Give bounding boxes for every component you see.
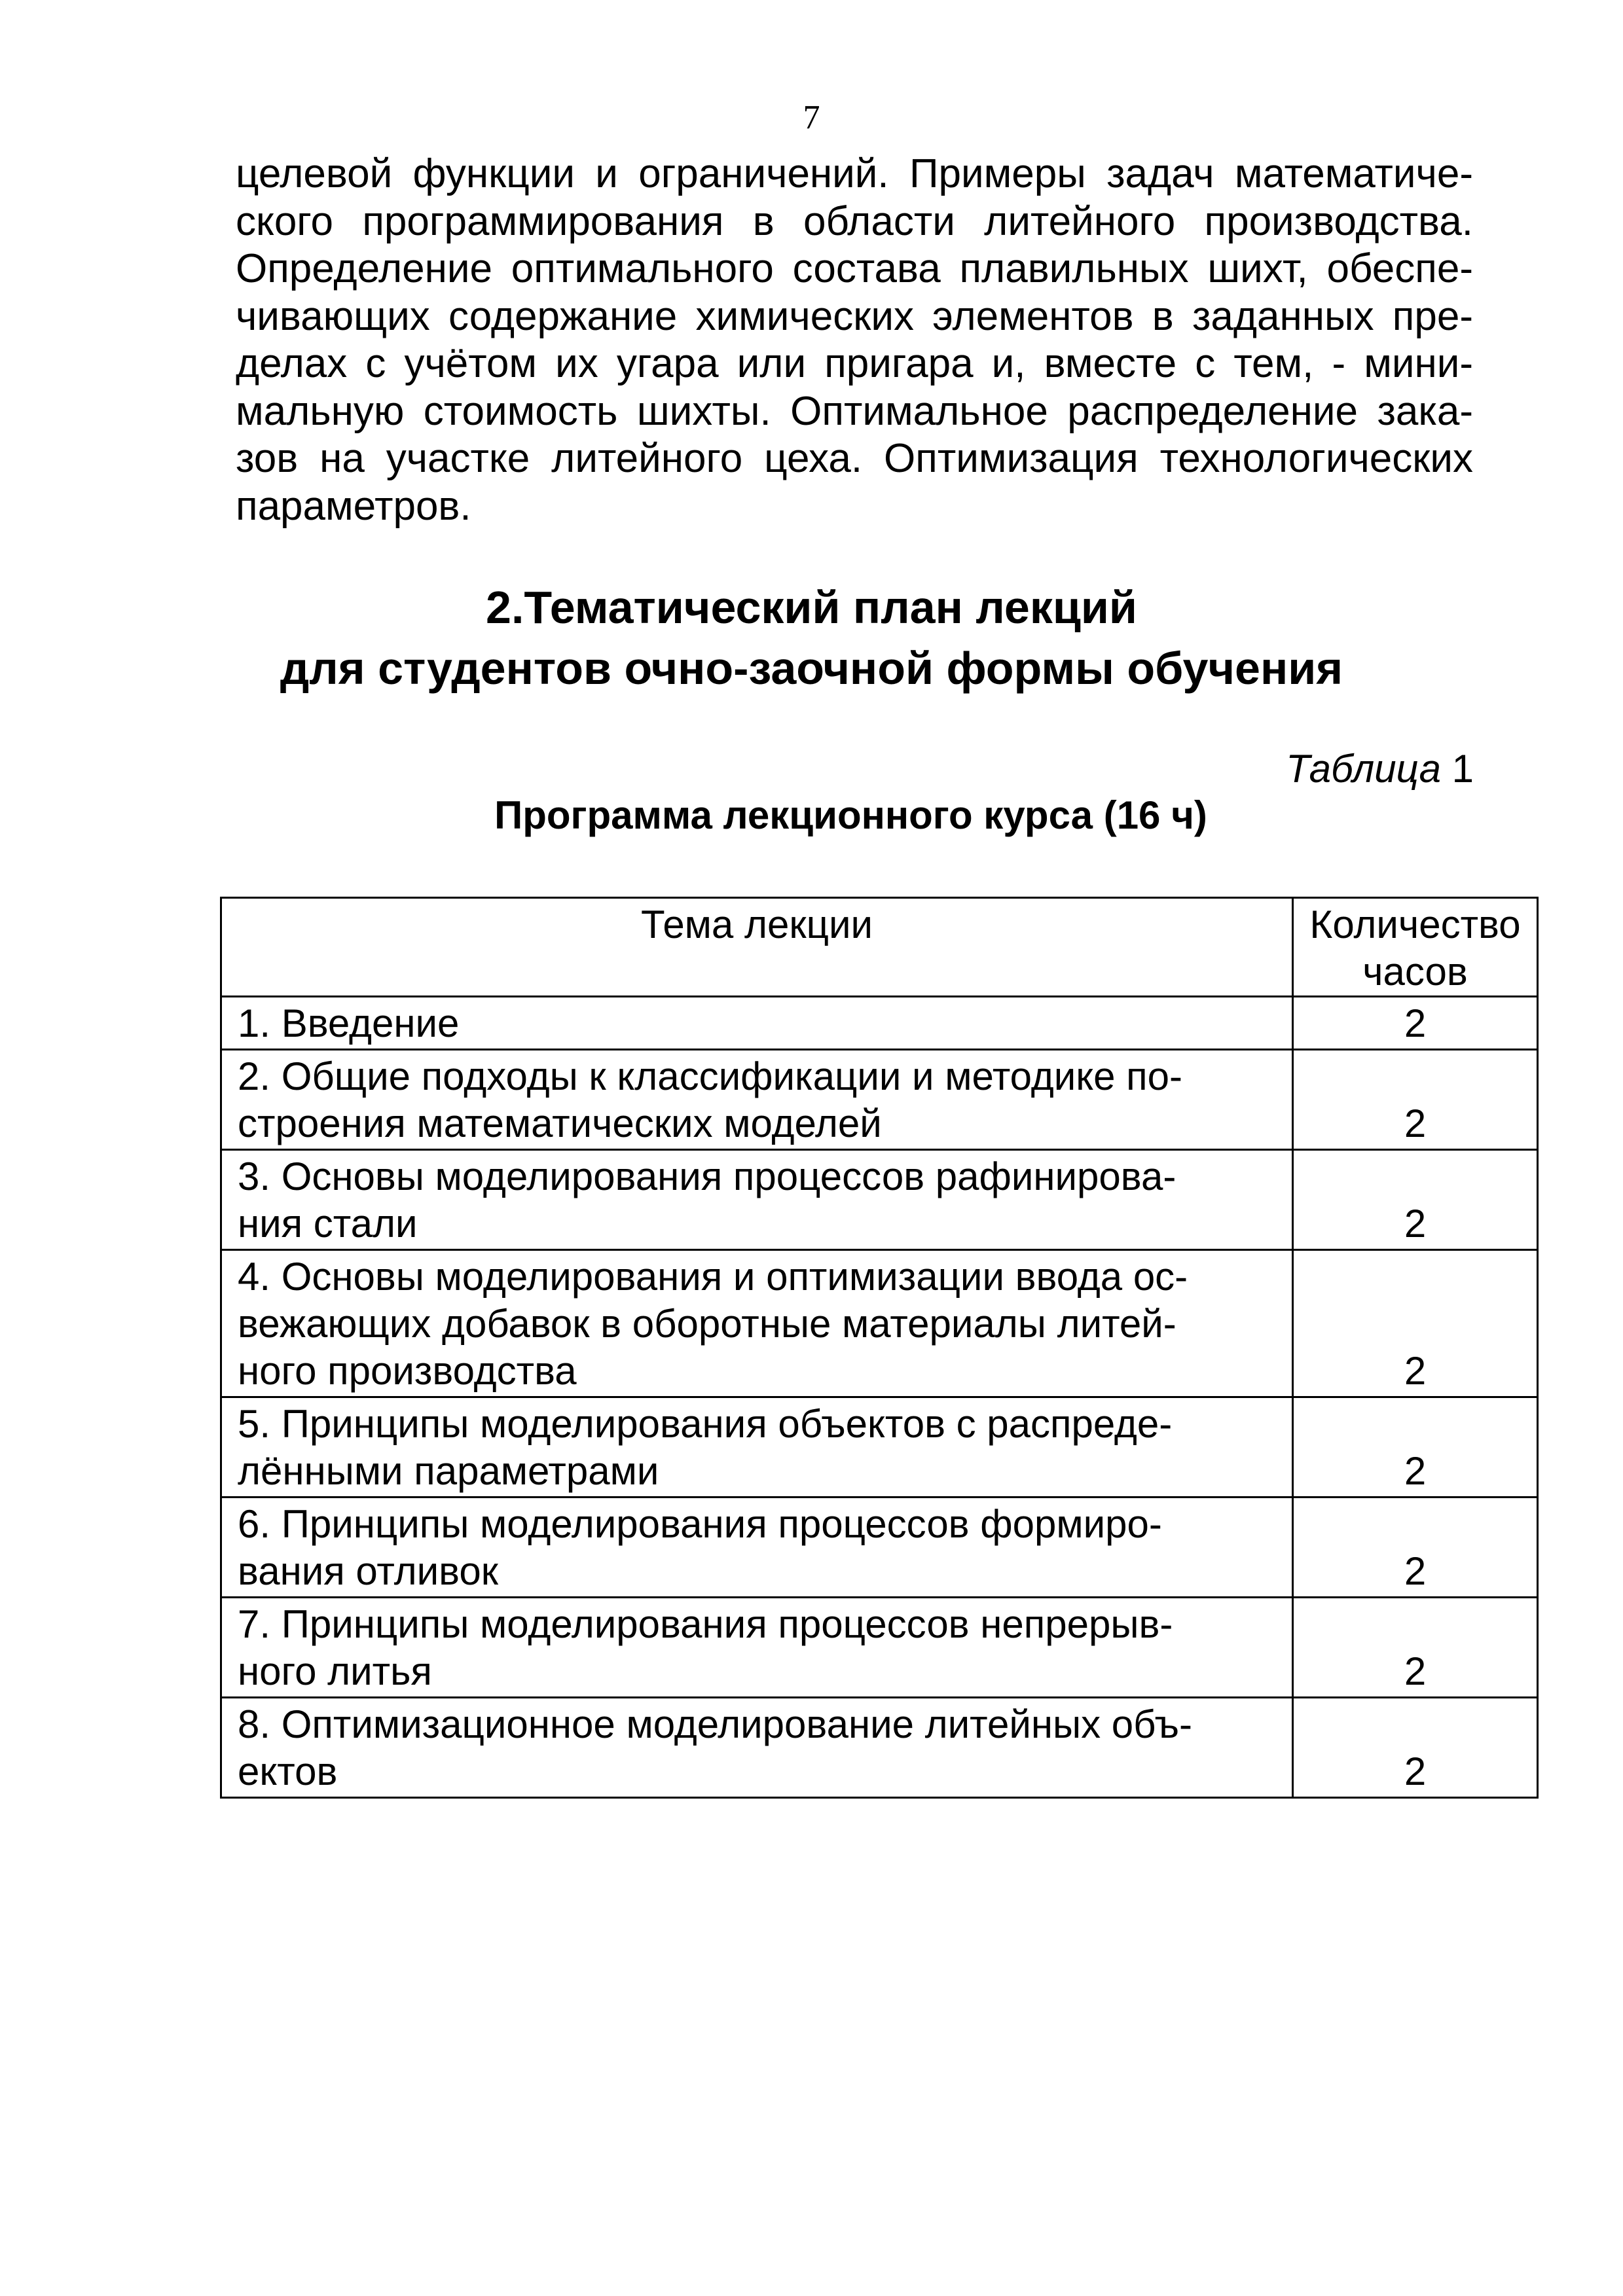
topic-line: 5. Принципы моделирования объектов с распреде- [238,1402,1173,1446]
table-row [221,1698,1538,1798]
section-heading-line-2: для студентов очно-заочной формы обучения [280,643,1343,694]
topic-line: 2. Общие подходы к классификации и методике по- [238,1054,1183,1098]
lecture-topic [221,1250,1293,1397]
topic-line: ного производства [238,1349,577,1393]
paragraph-line: Определение оптимального состава плавильных шихт, обеспе- [236,246,1473,291]
topic-line: 1. Введение [238,1001,460,1045]
paragraph-line: ского программирования в области литейного производства. [236,198,1473,244]
lecture-program-table [220,897,1539,1799]
lecture-hours: 2 [1293,997,1538,1050]
lecture-hours: 2 [1293,1397,1538,1498]
table-row [221,1498,1538,1598]
lecture-topic [221,1698,1293,1798]
topic-line: ния стали [238,1202,418,1246]
table-title: Программа лекционного курса (16 ч) [494,793,1207,837]
table-header-row [221,898,1538,997]
section-heading [0,577,1623,699]
topic-line: 7. Принципы моделирования процессов непрерыв- [238,1602,1173,1646]
topic-line: 4. Основы моделирования и оптимизации ввода ос- [238,1255,1188,1299]
topic-line: ного литья [238,1649,432,1693]
paragraph-line: делах с учётом их угара или пригара и, вместе с тем, - мини- [236,341,1473,386]
section-heading-line-1: 2.Тематический план лекций [486,582,1137,633]
table-label [1286,746,1474,792]
lecture-topic [221,1050,1293,1150]
table-label-number: 1 [1451,747,1474,791]
table-row [221,1250,1538,1397]
paragraph-line: зов на участке литейного цеха. Оптимизация технологических [236,436,1473,481]
topic-line: вания отливок [238,1549,498,1593]
paragraph-line: параметров. [236,483,471,529]
table-row [221,1050,1538,1150]
page-number: 7 [803,99,820,136]
lecture-hours: 2 [1293,1150,1538,1250]
topic-line: 6. Принципы моделирования процессов формиро- [238,1502,1162,1546]
table-row [221,1598,1538,1698]
table-row [221,1397,1538,1498]
table-row [221,1150,1538,1250]
topic-line: 3. Основы моделирования процессов рафинирова- [238,1155,1176,1198]
lecture-topic [221,997,1293,1050]
lecture-hours: 2 [1293,1698,1538,1798]
lecture-hours: 2 [1293,1498,1538,1598]
paragraph-line: чивающих содержание химических элементов в заданных пре- [236,293,1473,339]
topic-line: строения математических моделей [238,1102,882,1145]
topic-line: вежающих добавок в оборотные материалы литей- [238,1302,1176,1346]
lecture-topic [221,1498,1293,1598]
lecture-topic [221,1150,1293,1250]
paragraph-line: целевой функции и ограничений. Примеры задач математиче- [236,151,1473,196]
table-row [221,997,1538,1050]
paragraph-line: мальную стоимость шихты. Оптимальное распределение зака- [236,388,1473,434]
lecture-topic [221,1397,1293,1498]
lecture-hours: 2 [1293,1250,1538,1397]
body-paragraph [236,151,1473,530]
table-label-word: Таблица [1286,747,1441,791]
lecture-hours: 2 [1293,1050,1538,1150]
header-hours: Количество часов [1293,898,1538,997]
topic-line: лёнными параметрами [238,1449,659,1493]
header-topic: Тема лекции [221,898,1293,997]
lecture-topic [221,1598,1293,1698]
topic-line: ектов [238,1749,338,1793]
topic-line: 8. Оптимизационное моделирование литейных объ- [238,1702,1193,1746]
lecture-hours: 2 [1293,1598,1538,1698]
